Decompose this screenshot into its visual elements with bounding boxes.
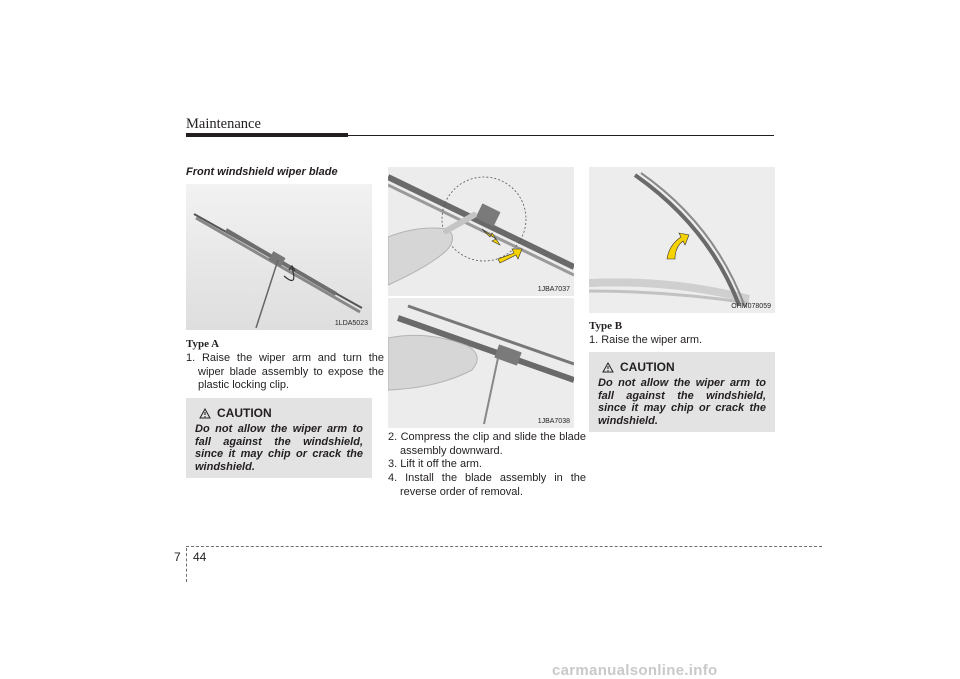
caution-box-b <box>589 352 775 432</box>
caution-header <box>195 406 363 420</box>
figure-code: OHM078059 <box>731 303 771 310</box>
type-b-step-1: 1. Raise the wiper arm. <box>589 334 703 346</box>
step-4: 4. Install the blade assembly in the reverse order of removal. <box>388 472 586 498</box>
wiper-illustration-1 <box>186 184 372 330</box>
figure-type-a-wiper <box>186 184 372 330</box>
chapter-number: 7 <box>174 550 181 564</box>
figure-slide-blade <box>388 298 574 428</box>
page-number: 44 <box>193 550 207 564</box>
section-title: Front windshield wiper blade <box>186 166 338 178</box>
type-a-step-1: 1. Raise the wiper arm and turn the wiper blade assembly to expose the plastic locking clip. <box>186 352 384 391</box>
figure-code: 1JBA7037 <box>537 286 570 293</box>
header-section-title: Maintenance <box>186 116 261 132</box>
warning-triangle-icon <box>199 408 211 419</box>
step-2: 2. Compress the clip and slide the blade assembly downward. <box>388 431 586 457</box>
watermark: carmanualsonline.info <box>552 662 718 679</box>
figure-compress-clip <box>388 167 574 296</box>
caution-title: CAUTION <box>620 360 675 374</box>
type-b-title: Type B <box>589 320 623 332</box>
caution-text: Do not allow the wiper arm to fall against the windshield, since it may chip or crack the windshield. <box>195 423 363 473</box>
caution-title: CAUTION <box>217 406 272 420</box>
wiper-illustration-4 <box>589 167 775 313</box>
warning-triangle-icon <box>602 362 614 373</box>
wiper-illustration-3 <box>388 298 574 428</box>
caution-box-a <box>186 398 372 478</box>
footer-vertical-rule <box>186 548 187 582</box>
caution-header <box>598 360 766 374</box>
footer-rule <box>186 546 822 547</box>
figure-code: 1JBA7038 <box>537 418 570 425</box>
type-a-title: Type A <box>186 338 220 350</box>
caution-text: Do not allow the wiper arm to fall against the windshield, since it may chip or crack the windshield. <box>598 377 766 427</box>
header-rule-accent <box>186 133 348 137</box>
step-3: 3. Lift it off the arm. <box>388 458 482 470</box>
figure-code: 1LDA5023 <box>334 320 368 327</box>
figure-type-b-wiper <box>589 167 775 313</box>
wiper-illustration-2 <box>388 167 574 296</box>
